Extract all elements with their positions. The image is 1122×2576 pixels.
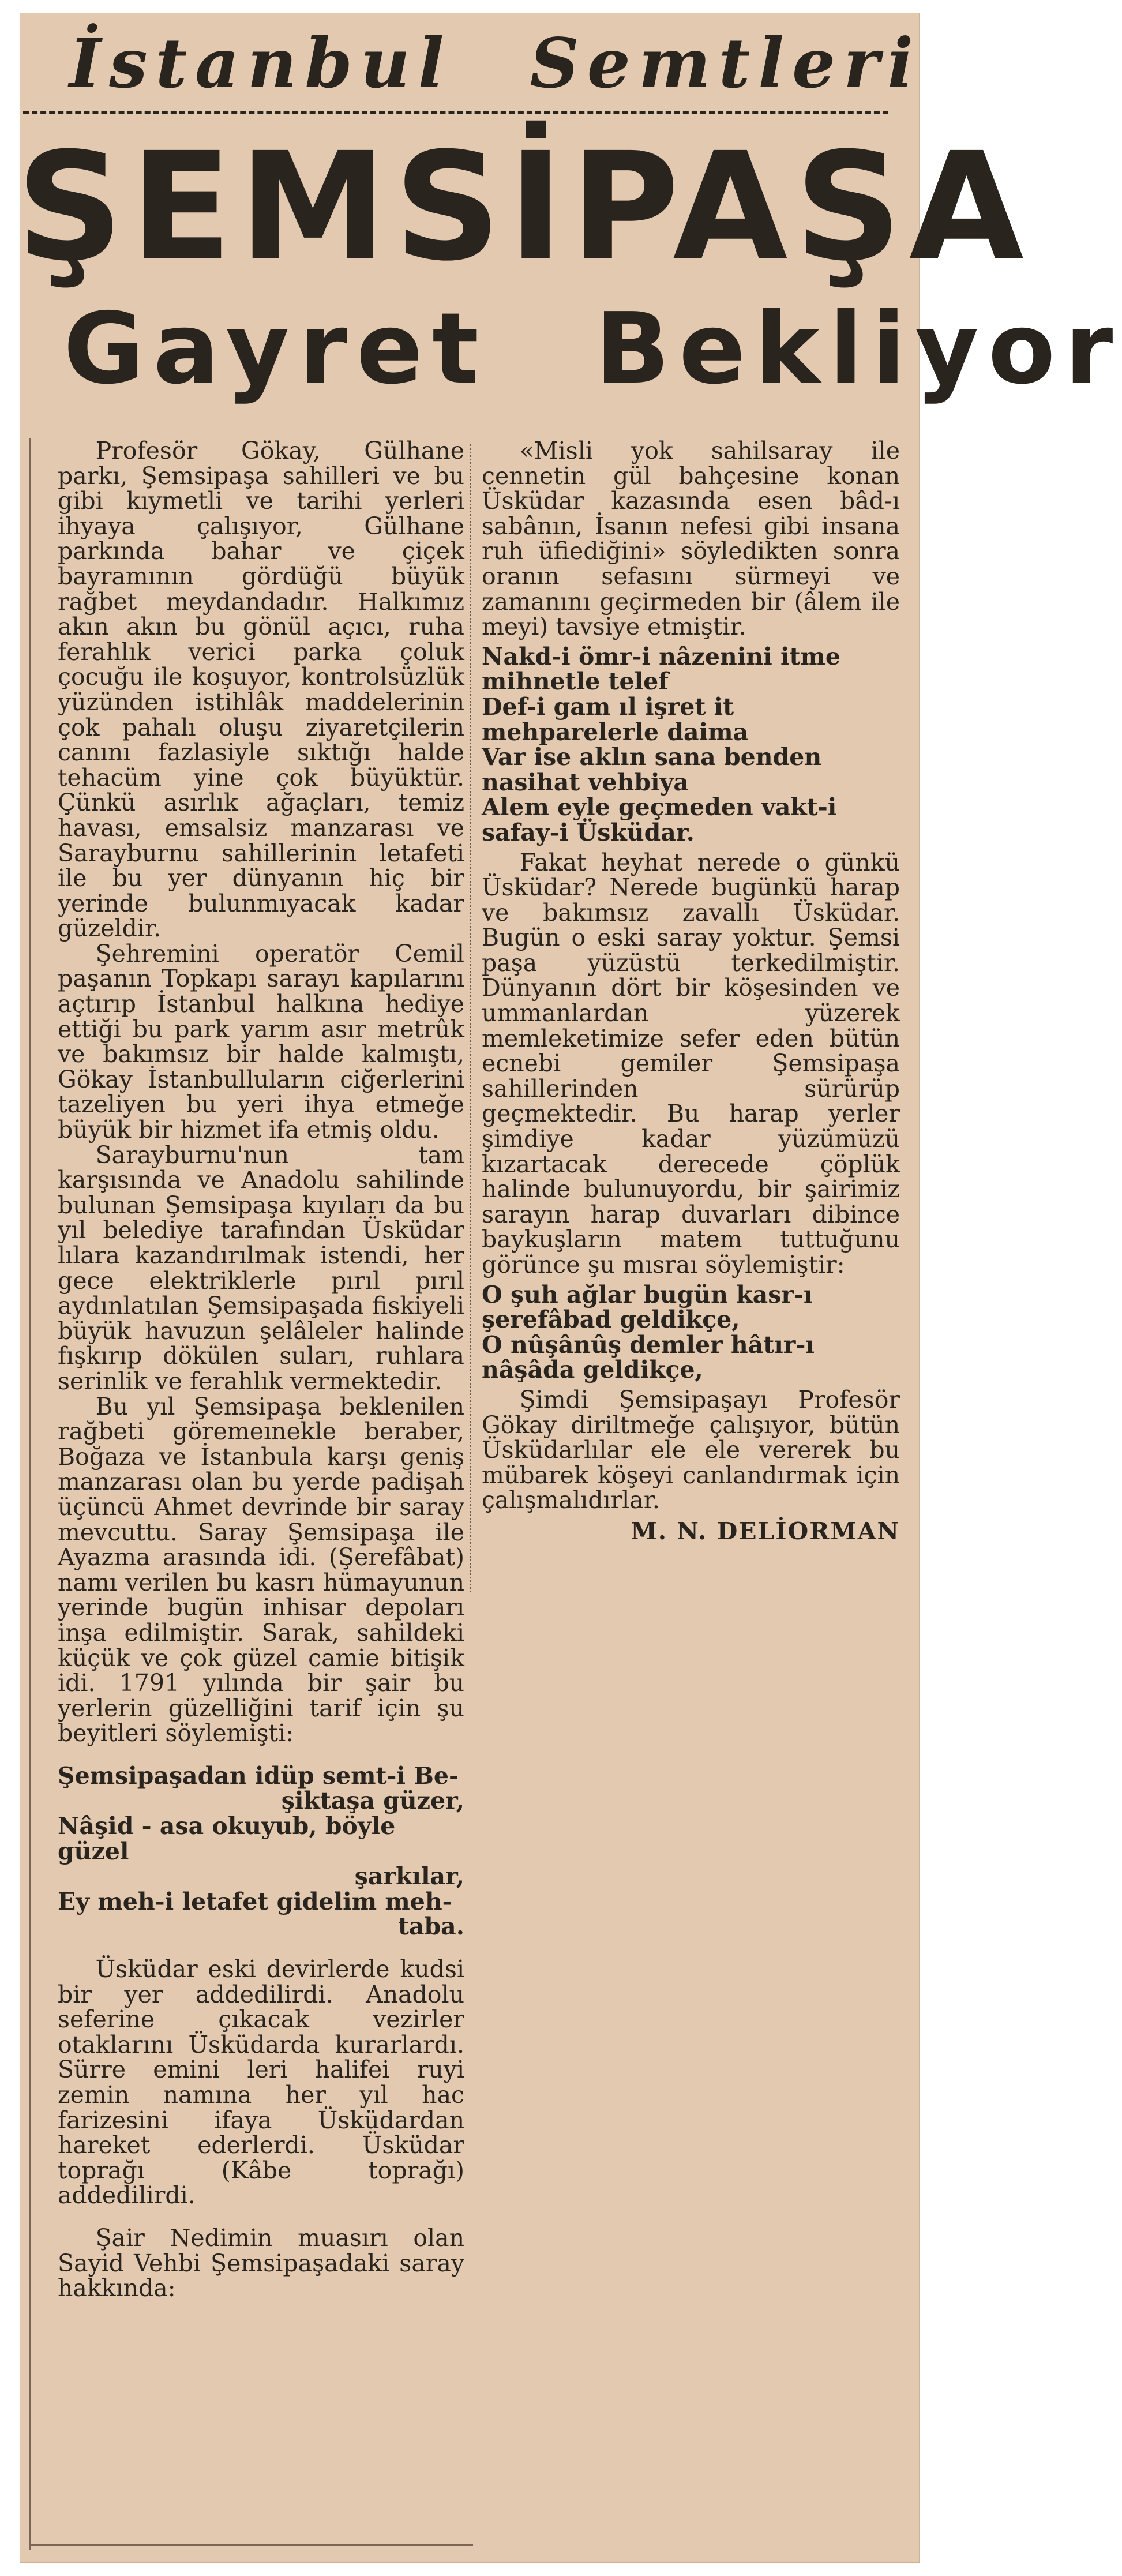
paragraph: «Misli yok sahilsaray ile cennetin gül bahçesine konan Üsküdar kazasında esen bâd-ı sabânın, İsanın nefesi gibi insana ruh üfiediğini» söyledikten sonra oranın sefasını sürmeyi ve zamanını geçirmeden bir (âlem ile meyi) tavsiye etmiştir.: [482, 437, 900, 641]
verse-line: Nakd-i ömr-i nâzenini itme mihnetle telef: [482, 642, 840, 696]
verse-block: [58, 1761, 464, 1941]
paragraph: Şair Nedimin muasırı olan Sayid Vehbi Şemsipaşadaki saray hakkında:: [58, 2223, 464, 2303]
subheadline: Gayret Bekliyor: [63, 292, 1122, 406]
verse-line: Var ise aklın sana benden nasihat vehbiya: [482, 743, 822, 796]
verse-line: Şemsipaşadan idüp semt-i Be-: [58, 1761, 459, 1790]
headline: ŞEMSİPAŞA: [16, 121, 1031, 294]
bottom-border: [29, 2544, 473, 2546]
column-divider: [470, 444, 471, 1592]
verse-block: [482, 644, 900, 846]
paragraph: Sarayburnu'nun tam karşısında ve Anadolu sahilinde bulunan Şemsipaşa kıyıları da bu yıl belediye tarafından Üsküdar lılara kazandırılmak istendi, her gece elektriklerle pırıl pırıl aydınlatılan Şemsipaşada fiskiyeli büyük havuzun şelâleler halinde fışkırıp dökülen suları, ruhlara serinlik ve ferahlık vermektedir.: [58, 1141, 464, 1395]
paragraph: Bu yıl Şemsipaşa beklenilen rağbeti göremeınekle beraber, Boğaza ve İstanbula karşı geniş manzarası olan bu yerde padişah üçüncü Ahmet devrinde bir saray mevcuttu. Saray Şemsipaşa ile Ayazma arasında idi. (Şerefâbat) namı verilen bu kasrı hümayunun yerinde bugün inhisar depoları inşa edilmiştir. Sarak, sahildeki küçük ve çok güzel camie bitişik idi. 1791 yılında bir şair bu yerlerin güzelliğini tarif için şu beyitleri söylemişti:: [58, 1392, 464, 1748]
left-column-border: [29, 438, 31, 2550]
kicker-rule: [23, 111, 888, 114]
verse-line: O nûşânûş demler hâtır-ı nâşâda geldikçe,: [482, 1330, 815, 1384]
verse-line: Def-i gam ıl işret it mehparelerle daima: [482, 692, 749, 746]
verse-line: şarkılar,: [354, 1862, 464, 1891]
paragraph: Üsküdar eski devirlerde kudsi bir yer addedilirdi. Anadolu seferine çıkacak vezirler otaklarını Üsküdarda kurarlardı. Sürre emini leri halifei ruyi zemin namına her yıl hac farizesini ifaya Üsküdardan hareket ederlerdi. Üsküdar toprağı (Kâbe toprağı) addedilirdi.: [58, 1955, 464, 2210]
right-column: [482, 438, 900, 1544]
paragraph: Şimdi Şemsipaşayı Profesör Gökay diriltmeğe çalışıyor, bütün Üsküdarlılar ele ele vererek bu mübarek köşeyi canlandırmak için çalışmalıdırlar.: [482, 1385, 900, 1514]
verse-line: şiktaşa güzer,: [281, 1787, 464, 1815]
author-byline: M. N. DELİORMAN: [631, 1517, 900, 1545]
left-column: [58, 438, 464, 2301]
paragraph: Şehremini operatör Cemil paşanın Topkapı sarayı kapılarını açtırıp İstanbul halkına hediye ettiği bu park yarım asır metrûk ve bakımsız bir halde kalmıştı, Gökay İstanbulluların ciğerlerini tazeliyen bu yeri ihya etmeğe büyük bir hizmet ifa etmiş oldu.: [58, 939, 464, 1144]
verse-line: taba.: [397, 1913, 464, 1941]
paragraph: Fakat heyhat nerede o günkü Üsküdar? Nerede bugünkü harap ve bakımsız zavallı Üsküdar. Bugün o eski saray yoktur. Şemsi paşa yüzüstü terkedilmiştir. Dünyanın dört bir köşesinden ve ummanlardan yüzerek memleketimize sefer eden bütün ecnebi gemiler Şemsipaşa sahillerinden sürürüp geçmektedir. Bu harap yerler şimdiye kadar yüzümüzü kızartacak derecede çöplük halinde bulunuyordu, bir şairimiz sarayın harap duvarları dibince baykuşların matem tuttuğunu görünce şu mısraı söylemiştir:: [482, 848, 900, 1278]
paragraph: Profesör Gökay, Gülhane parkı, Şemsipaşa sahilleri ve bu gibi kıymetli ve tarihi yerleri ihyaya çalışıyor, Gülhane parkında bahar ve çiçek bayramının gördüğü büyük rağbet meydandadır. Halkımız akın akın bu gönül açıcı, ruha ferahlık verici parka çoluk çocuğu ile koşuyor, kontrolsüzlük yüzünden istihlâk maddelerinin çok pahalı oluşu ziyaretçilerin canını fazlasiyle sıktığı halde tehacüm yine çok büyüktür. Çünkü asırlık ağaçları, temiz havası, emsalsiz manzarası ve Sarayburnu sahillerinin letafeti ile bu yer dünyanın hiç bir yerinde bulunmıyacak kadar güzeldir.: [58, 437, 464, 943]
section-kicker: İstanbul Semtleri: [69, 23, 922, 103]
verse-block: [482, 1280, 900, 1384]
verse-line: Alem eyle geçmeden vakt-i safay-i Üsküdar.: [482, 793, 837, 846]
verse-line: Nâşid - asa okuyub, böyle güzel: [58, 1812, 396, 1865]
verse-line: O şuh ağlar bugün kasr-ı şerefâbad geldikçe,: [482, 1280, 813, 1334]
verse-line: Ey meh-i letafet gidelim meh-: [58, 1887, 452, 1915]
